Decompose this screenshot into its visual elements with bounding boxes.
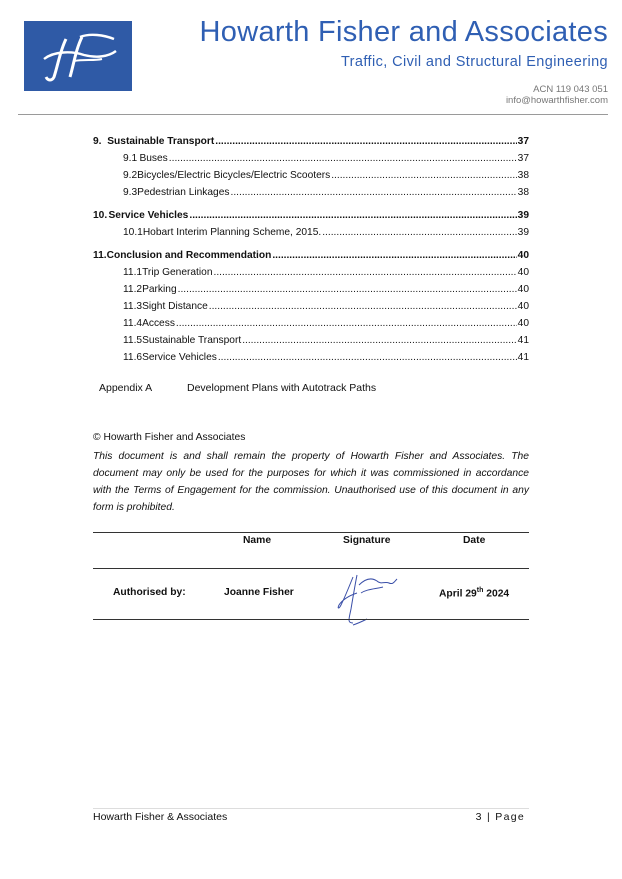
authorised-by-label: Authorised by:	[113, 587, 186, 598]
toc-page: 38	[517, 187, 529, 198]
toc-page: 41	[517, 335, 529, 346]
company-name: Howarth Fisher and Associates	[199, 16, 608, 48]
toc-leader	[322, 224, 516, 241]
toc-entry-11-4[interactable]	[93, 315, 529, 332]
date-year: 2024	[483, 588, 510, 600]
table-rule-top	[93, 532, 529, 533]
toc-title: Pedestrian Linkages	[137, 187, 230, 198]
toc-entry-11-6[interactable]	[93, 349, 529, 366]
toc-number: 9.2	[123, 170, 138, 181]
toc-entry-11-5[interactable]	[93, 332, 529, 349]
toc-page: 39	[517, 210, 529, 221]
toc-title: Buses	[139, 153, 168, 164]
acn-number: ACN 119 043 051	[533, 84, 608, 95]
toc-entry-9-2[interactable]	[93, 167, 529, 184]
toc-leader	[218, 349, 517, 366]
toc-page: 39	[517, 227, 529, 238]
toc-title: Service Vehicles	[108, 210, 189, 221]
toc-page: 40	[517, 250, 529, 261]
company-tagline: Traffic, Civil and Structural Engineering	[340, 54, 608, 70]
toc-page: 40	[517, 318, 529, 329]
toc-number: 10.	[93, 210, 108, 221]
toc-title: Service Vehicles	[142, 352, 217, 363]
toc-number: 9.3	[123, 187, 138, 198]
toc-section-11[interactable]	[93, 247, 529, 264]
toc-page: 38	[517, 170, 529, 181]
toc-title: Access	[142, 318, 175, 329]
table-rule-bottom	[93, 619, 529, 620]
toc-leader	[331, 167, 516, 184]
toc-page: 40	[517, 284, 529, 295]
toc-page: 37	[517, 153, 529, 164]
footer-divider	[93, 808, 529, 809]
toc-leader	[272, 247, 516, 264]
page-number: 3 | Page	[475, 811, 525, 823]
appendix-title: Development Plans with Autotrack Paths	[187, 382, 377, 394]
toc-leader	[178, 281, 517, 298]
column-header-date: Date	[463, 535, 486, 546]
toc-page: 40	[517, 267, 529, 278]
toc-entry-9-3[interactable]	[93, 184, 529, 201]
toc-number: 11.6	[123, 352, 143, 363]
toc-page: 40	[517, 301, 529, 312]
column-header-signature: Signature	[343, 535, 391, 546]
toc-entry-10-1[interactable]	[93, 224, 529, 241]
copyright-notice: © Howarth Fisher and Associates	[93, 432, 246, 443]
toc-title: Bicycles/Electric Bicycles/Electric Scooters	[137, 170, 331, 181]
header-divider	[18, 114, 608, 115]
toc-entry-11-3[interactable]	[93, 298, 529, 315]
toc-leader	[189, 207, 516, 224]
toc-title: Hobart Interim Planning Scheme, 2015.	[142, 227, 322, 238]
toc-number: 11.1	[123, 267, 143, 278]
toc-leader	[213, 264, 516, 281]
toc-page: 37	[517, 136, 529, 147]
company-email: info@howarthfisher.com	[505, 95, 608, 106]
toc-leader	[209, 298, 517, 315]
toc-number: 11.	[93, 250, 107, 261]
authoriser-name: Joanne Fisher	[224, 587, 294, 598]
disclaimer-text: This document is and shall remain the property of Howarth Fisher and Associates. The document may only be used for the purposes for which it was commissioned in accordance with the Terms of Engagement for the commission. Unauthorised use of this document in any form is prohibited.	[93, 451, 529, 513]
toc-title: Sustainable Transport	[142, 335, 242, 346]
table-rule-middle	[93, 568, 529, 569]
authorisation-date	[439, 587, 509, 599]
toc-title: Conclusion and Recommendation	[106, 250, 272, 261]
toc-title: Sustainable Transport	[107, 136, 215, 147]
appendix-label: Appendix A	[99, 382, 153, 394]
toc-number: 11.3	[123, 301, 143, 312]
toc-page: 41	[517, 352, 529, 363]
appendix-entry[interactable]	[99, 382, 377, 394]
toc-entry-11-1[interactable]	[93, 264, 529, 281]
toc-leader	[176, 315, 517, 332]
toc-section-9[interactable]	[93, 133, 529, 150]
column-header-name: Name	[243, 535, 272, 546]
toc-number: 9.1	[123, 153, 138, 164]
table-of-contents	[93, 133, 529, 366]
toc-number: 9.	[93, 136, 102, 147]
date-ordinal: th	[476, 587, 484, 594]
toc-number: 11.4	[123, 318, 143, 329]
toc-number: 11.5	[123, 335, 143, 346]
toc-number: 10.1	[123, 227, 143, 238]
toc-entry-11-2[interactable]	[93, 281, 529, 298]
toc-title: Parking	[142, 284, 177, 295]
toc-leader	[215, 133, 516, 150]
date-day: April 29	[439, 588, 477, 600]
toc-leader	[231, 184, 517, 201]
handwritten-signature	[331, 571, 401, 629]
toc-title: Trip Generation	[142, 267, 213, 278]
toc-number: 11.2	[123, 284, 143, 295]
hf-monogram-icon	[24, 21, 132, 91]
company-logo	[24, 21, 132, 91]
toc-title: Sight Distance	[142, 301, 208, 312]
toc-leader	[242, 332, 516, 349]
toc-leader	[169, 150, 517, 167]
toc-entry-9-1[interactable]	[93, 150, 529, 167]
footer-company: Howarth Fisher & Associates	[93, 811, 228, 823]
toc-section-10[interactable]	[93, 207, 529, 224]
